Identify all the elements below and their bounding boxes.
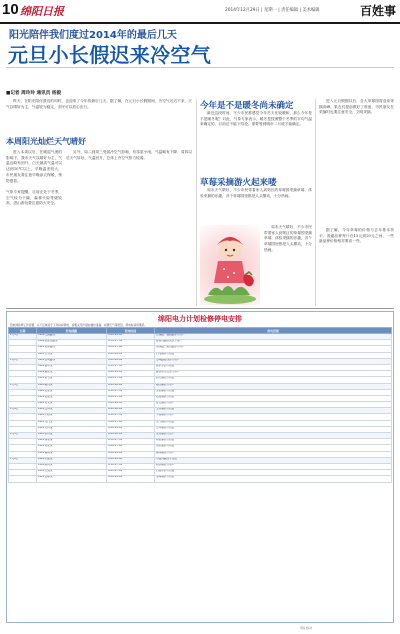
schedule-cell: 10kV忠兴线 <box>37 426 107 432</box>
schedule-title: 绵阳电力计划检修停电安排 <box>158 315 242 323</box>
col1-heading-box <box>6 136 192 148</box>
col3-text: 最近这段时间，不少市民都感觉今年冬天比较暖和，那么今年是不是暖冬呢？对此，气象专家表示，暖冬是按照整个冬季的平均气温来确定的，目前还不能下结论，需要等到明年二月底才能确定。 <box>200 111 312 127</box>
schedule-header-cell: 停电范围 <box>155 328 392 334</box>
schedule-row <box>9 476 392 482</box>
column-divider-2 <box>315 99 316 306</box>
strawberry-icon <box>200 225 260 305</box>
col1-heading: 本周阳光灿烂天气晴好 <box>6 137 86 146</box>
col3b-text: 周末天气晴好，不少市民带着家人到郊区的草莓园采摘草莓，体验采摘的乐趣，各个草莓园里都是人头攒动，十分热闹。 <box>200 188 312 198</box>
schedule-cell: 8:00-18:00 <box>107 358 155 364</box>
schedule-cell: 涪城路沿线部分用户 <box>155 358 392 364</box>
col3-heading2-box <box>200 176 312 186</box>
schedule-cell: 10kV石洞线 <box>37 470 107 476</box>
column-divider <box>196 99 197 306</box>
schedule-cell: 杨家镇部分村组 <box>155 439 392 445</box>
article-col6 <box>319 228 394 306</box>
schedule-cell: 塘汛镇部分用户 <box>155 383 392 389</box>
schedule-cell: 10kV吴家线 <box>37 389 107 395</box>
schedule-cell: 10kV御营线 <box>37 371 107 377</box>
schedule-cell: 高水乡部分村组 <box>155 364 392 370</box>
schedule-cell: 9:00-17:00 <box>107 346 155 352</box>
article-col2 <box>66 150 192 306</box>
col4-text: 周末天气晴好，不少市民带着家人到郊区的草莓园采摘草莓，体验采摘的乐趣，各个草莓园里都是人头攒动，十分热闹。 <box>264 225 312 252</box>
schedule-cell: 10kV金峰线 <box>37 476 107 482</box>
article-headline: 元旦小长假迟来冷空气 <box>8 43 211 67</box>
schedule-cell: 10kV东津路线 <box>37 346 107 352</box>
schedule-cell: 8:00-18:00 <box>107 476 155 482</box>
schedule-note: 因电网检修工作需要，以下区域将于下列时间停电，请相关用户提前做好准备。如遇天气等原因，停电时间将顺延。 <box>10 323 148 327</box>
schedule-cell: 石洞乡部分村组 <box>155 470 392 476</box>
col6-text: 据了解，今年草莓的价格与去年基本持平，普通品种每斤在15元到20元之间，一些新品种价格相对要高一些。 <box>319 228 394 244</box>
schedule-cell: 8:00-18:00 <box>107 352 155 358</box>
schedule-cell: 8:00-17:00 <box>107 377 155 383</box>
schedule-cell: 9:00-18:00 <box>107 371 155 377</box>
section-divider <box>6 308 394 309</box>
strawberry-illustration <box>200 225 260 305</box>
schedule-cell: 魏城镇部分用户 <box>155 451 392 457</box>
schedule-cell: 游仙西路沿线部分用户 <box>155 340 392 346</box>
schedule-cell: 8:30-17:30 <box>107 439 155 445</box>
schedule-cell: 10kV游仙西路线 <box>37 340 107 346</box>
article-lead <box>6 99 192 133</box>
schedule-cell: 玉河镇部分村组 <box>155 408 392 414</box>
schedule-table <box>8 327 392 483</box>
schedule-cell: 9:00-17:00 <box>107 395 155 401</box>
schedule-cell: 10kV高水线 <box>37 364 107 370</box>
schedule-cell: 1月1日 <box>9 334 37 340</box>
schedule-cell: 8:00-18:00 <box>107 451 155 457</box>
article-col3b <box>200 188 312 222</box>
schedule-cell: 金峰镇部分村组 <box>155 476 392 482</box>
schedule-cell: 10kV新桥线 <box>37 463 107 469</box>
col2-text: 另外，周二到周三受弱冷空气影响，有零星小雨，气温略有下降，周四以后天气转好，气温回升，总体上冷空气势力较弱。 <box>66 150 192 160</box>
outage-schedule <box>6 311 394 623</box>
schedule-cell: 青义镇部分用户 <box>155 402 392 408</box>
schedule-cell: 9:00-17:00 <box>107 470 155 476</box>
schedule-cell: 10kV松垭线 <box>37 395 107 401</box>
schedule-header-cell: 停电时间 <box>107 328 155 334</box>
lead-text: 昨天，在阳光陪伴我们的同时，也迎来了今年的最后几天。据了解，在元旦小长假期间，冷空气迟迟不来，天气以晴好为主，气温较为稳定，市民可以放心出行。 <box>6 99 192 109</box>
schedule-cell: 1月2日 <box>9 358 37 364</box>
schedule-cell: 8:00-18:00 <box>107 426 155 432</box>
schedule-cell: 8:30-17:30 <box>107 463 155 469</box>
schedule-cell: 8:00-18:00 <box>107 402 155 408</box>
schedule-cell: 1月5日 <box>9 433 37 439</box>
schedule-cell: 10kV龙门线 <box>37 420 107 426</box>
schedule-cell: 东津路、富乐路部分用户 <box>155 346 392 352</box>
schedule-header-cell: 日期 <box>9 328 37 334</box>
schedule-cell: 1月3日 <box>9 383 37 389</box>
schedule-cell: 忠兴镇部分村组 <box>155 426 392 432</box>
article-col5 <box>319 99 394 225</box>
schedule-cell: 红旗路、临园路部分用户 <box>155 334 392 340</box>
schedule-cell: 8:00-18:00 <box>107 334 155 340</box>
schedule-cell: 永兴镇部分用户 <box>155 433 392 439</box>
schedule-cell: 10kV红旗路线 <box>37 334 107 340</box>
schedule-cell: 8:30-17:30 <box>107 364 155 370</box>
schedule-cell <box>9 476 37 482</box>
masthead <box>0 0 400 24</box>
footer-note: 责任校对 <box>300 626 313 630</box>
schedule-cell: 8:00-18:00 <box>107 433 155 439</box>
article-col1 <box>6 150 62 306</box>
schedule-header-cell: 停电线路 <box>37 328 107 334</box>
schedule-cell: 8:00-18:00 <box>107 383 155 389</box>
col1-text: 进入本周以后，在暖湿气流的影响下，我市天气以晴好为主，气温也略有回升，白天最高气温可以达到10℃以上，早晚温差较大，市民朋友要注意早晚添衣保暖，预防感冒。 气象专家提醒，目前正处于冬季，空气较为干燥，森林火险等级较高，进山游玩要注意防火安全。 <box>6 150 62 206</box>
schedule-cell: 10kV塘汛线 <box>37 383 107 389</box>
schedule-cell: 1月6日 <box>9 457 37 463</box>
schedule-cell: 8:30-17:30 <box>107 389 155 395</box>
schedule-cell: 石马镇部分村组 <box>155 352 392 358</box>
schedule-cell: 刘家镇部分村组 <box>155 445 392 451</box>
schedule-cell: 1月4日 <box>9 408 37 414</box>
paper-name: 绵阳日报 <box>20 5 64 18</box>
schedule-cell: 龙门镇部分村组 <box>155 420 392 426</box>
schedule-cell: 10kV刘家线 <box>37 445 107 451</box>
schedule-cell: 新皂镇部分村组 <box>155 377 392 383</box>
schedule-cell: 10kV杨家线 <box>37 439 107 445</box>
headline-rule <box>6 67 394 68</box>
schedule-cell: 御营坝片区部分用户 <box>155 371 392 377</box>
schedule-cell: 10kV石马线 <box>37 352 107 358</box>
col3-heading2: 草莓采摘游火起来喽 <box>200 178 277 186</box>
schedule-cell: 9:00-17:00 <box>107 445 155 451</box>
schedule-cell: 8:00-18:00 <box>107 408 155 414</box>
byline: ■记者 周玲玲 通讯员 杨毅 <box>6 91 62 96</box>
schedule-cell: 松垭镇部分村组 <box>155 395 392 401</box>
schedule-cell: 10kV涪城路线 <box>37 358 107 364</box>
schedule-cell: 10kV小枧线 <box>37 457 107 463</box>
schedule-cell: 10kV永兴线 <box>37 433 107 439</box>
schedule-cell: 新桥镇部分用户 <box>155 463 392 469</box>
schedule-cell: 8:30-17:30 <box>107 414 155 420</box>
article-col3 <box>200 111 312 173</box>
issue-date: 2014年12月29日 | 星期一 | 责任编辑 | 美术编辑 <box>225 8 320 13</box>
page-number: 10 <box>2 1 19 18</box>
article-col4 <box>264 225 312 305</box>
schedule-cell: 吴家镇部分村组 <box>155 389 392 395</box>
schedule-body <box>9 334 392 483</box>
schedule-cell: 小枧沟镇部分村组 <box>155 457 392 463</box>
schedule-cell: 8:30-17:30 <box>107 340 155 346</box>
schedule-cell: 9:00-17:00 <box>107 420 155 426</box>
col3-heading: 今年是不是暖冬尚未确定 <box>200 101 294 109</box>
schedule-cell: 8:00-18:00 <box>107 457 155 463</box>
schedule-cell: 丰谷镇部分用户 <box>155 414 392 420</box>
col5-text: 进入元旦假期以后，各大草莓园将迎来采摘高峰，果农们提前做好了准备，市民朋友在采摘时也要注意安全，文明采摘。 <box>319 99 394 115</box>
schedule-cell: 10kV新皂线 <box>37 377 107 383</box>
schedule-cell: 10kV魏城线 <box>37 451 107 457</box>
schedule-cell: 10kV丰谷线 <box>37 414 107 420</box>
schedule-cell: 10kV玉河线 <box>37 408 107 414</box>
col3-heading-box <box>200 99 312 109</box>
article-subhead: 阳光陪伴我们度过2014年的最后几天 <box>9 30 177 41</box>
section-name: 百姓事 <box>359 4 396 18</box>
schedule-cell: 10kV青义线 <box>37 402 107 408</box>
